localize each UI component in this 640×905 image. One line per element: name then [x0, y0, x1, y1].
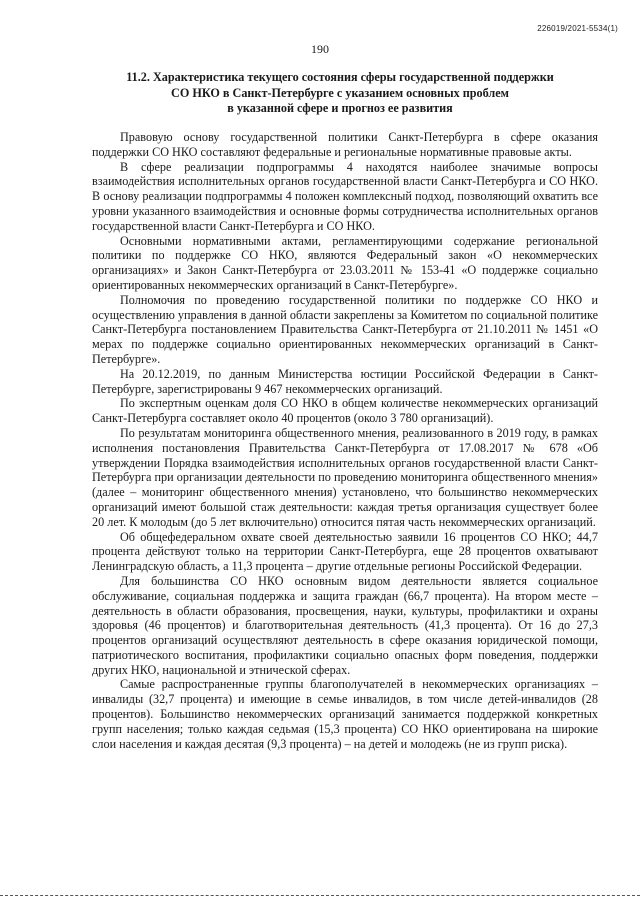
paragraph: Самые распространенные группы благополучателей в некоммерческих организациях – инвалиды (32,7 процента) и имеющие в семье инвалидов, в том числе детей-инвалидов (28 процентов). Большинство некоммерческих организаций занимается поддержкой конкретных групп населения; только каждая седьмая (15,3 процента) СО НКО ориентирована на широкие слои населения и каждая десятая (9,3 процента) – на детей и молодежь (не из групп риска).	[92, 677, 598, 751]
paragraph: Правовую основу государственной политики Санкт-Петербурга в сфере оказания поддержки СО НКО составляют федеральные и региональные нормативные правовые акты.	[92, 130, 598, 159]
paragraph: На 20.12.2019, по данным Министерства юстиции Российской Федерации в Санкт-Петербурге, зарегистрированы 9 467 некоммерческих организаций.	[92, 366, 598, 396]
paragraph: Об общефедеральном охвате своей деятельностью заявили 16 процентов СО НКО; 44,7 процента действуют только на территории Санкт-Петербурга, еще 28 процентов охватывают Ленинградскую область, а 11,3 процента – другие отдельные регионы Российской Федерации.	[92, 529, 598, 574]
document-body	[92, 130, 598, 751]
paragraph: В сфере реализации подпрограммы 4 находятся наиболее значимые вопросы взаимодействия исполнительных органов государственной власти Санкт-Петербурга и СО НКО. В основу реализации подпрограммы 4 положен комплексный подход, позволяющий охватить все уровни указанного взаимодействия и основные формы сотрудничества исполнительных органов государственной власти Санкт-Петербурга и СО НКО.	[92, 159, 598, 233]
scan-edge-divider	[0, 895, 640, 896]
section-title-line-2: СО НКО в Санкт-Петербурге с указанием основных проблем	[171, 85, 509, 100]
paragraph: Полномочия по проведению государственной политики по поддержке СО НКО и осуществлению управления в данной области закреплены за Комитетом по социальной политике Санкт-Петербурга постановлением Правительства Санкт-Петербурга от 21.10.2011 № 1451 «О мерах по поддержке социально ориентированных некоммерческих организаций в Санкт-Петербурге».	[92, 292, 598, 366]
paragraph: Для большинства СО НКО основным видом деятельности является социальное обслуживание, социальная поддержка и защита граждан (66,7 процента). На втором месте – деятельность в области образования, просвещения, науки, культуры, профилактики и охраны здоровья (46 процентов) и благотворительная деятельность (41,3 процента). От 16 до 27,3 процентов организаций осуществляют деятельность в сфере оказания юридической помощи, патриотического воспитания, профилактики социально опасных форм поведения, поддержки других НКО, национальной и этнической сферах.	[92, 573, 598, 677]
document-id: 226019/2021-5534(1)	[537, 24, 618, 33]
paragraph: По результатам мониторинга общественного мнения, реализованного в 2019 году, в рамках исполнения постановления Правительства Санкт-Петербурга от 17.08.2017 № 678 «Об утверждении Порядка взаимодействия исполнительных органов государственной власти Санкт-Петербурга при организации деятельности по проведению мониторинга общественного мнения» (далее – мониторинг общественного мнения) установлено, что большинство некоммерческих организаций имеют большой стаж деятельности: каждая третья организация существует более 20 лет. К молодым (до 5 лет включительно) относится пятая часть некоммерческих организаций.	[92, 425, 598, 529]
paragraph: По экспертным оценкам доля СО НКО в общем количестве некоммерческих организаций Санкт-Петербурга составляет около 40 процентов (около 3 780 организаций).	[92, 396, 598, 426]
paragraph: Основными нормативными актами, регламентирующими содержание региональной политики по поддержке СО НКО, являются Федеральный закон «О некоммерческих организациях» и Закон Санкт-Петербурга от 23.03.2011 № 153-41 «О поддержке социально ориентированных некоммерческих организаций в Санкт-Петербурге».	[92, 233, 598, 292]
page-number: 190	[311, 42, 329, 56]
section-title-line-3: в указанной сфере и прогноз ее развития	[227, 101, 453, 115]
section-title	[100, 70, 580, 117]
section-title-line-1: 11.2. Характеристика текущего состояния сферы государственной поддержки	[126, 70, 554, 84]
